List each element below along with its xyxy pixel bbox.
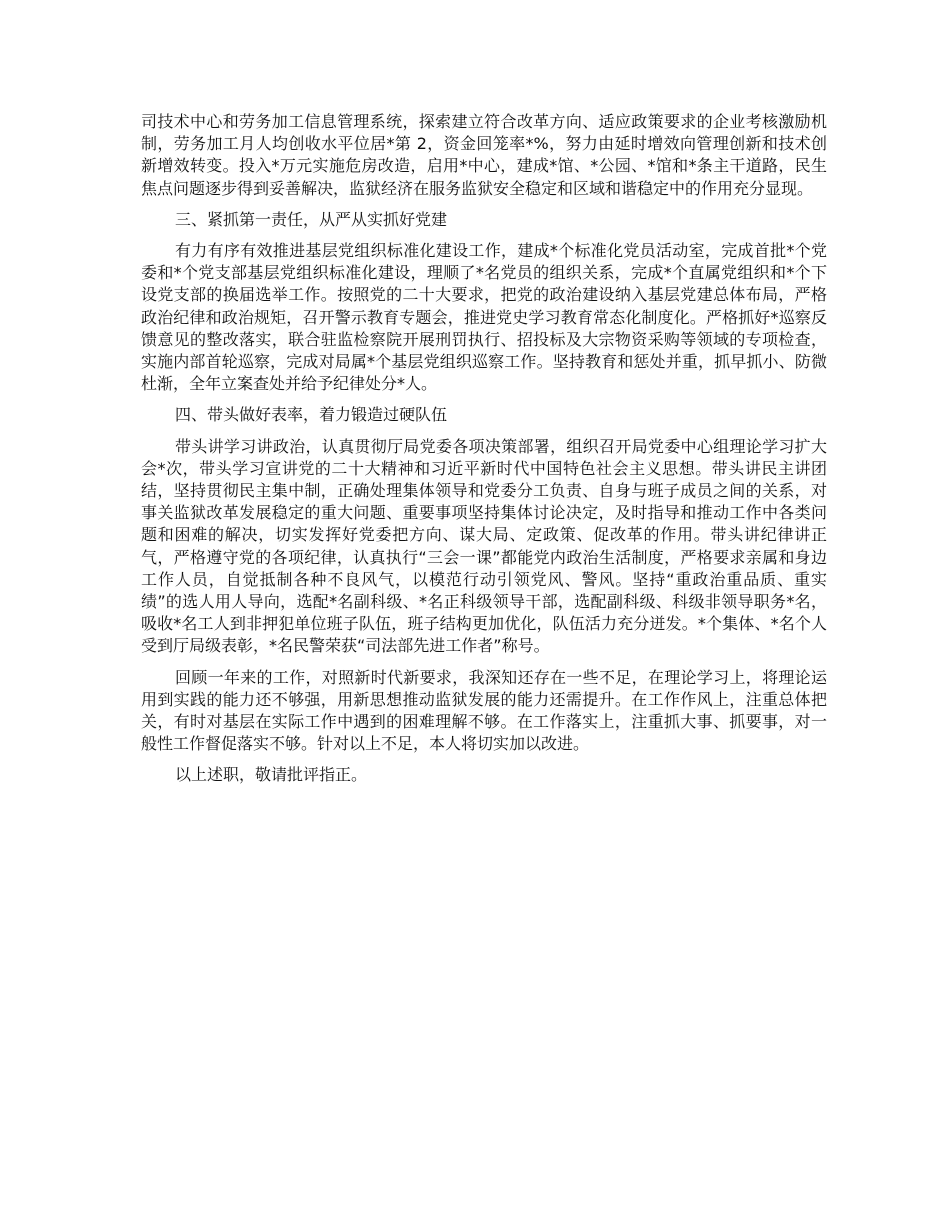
section-heading-party-building: 三、紧抓第一责任，从严从实抓好党建 xyxy=(175,209,448,229)
document-body xyxy=(141,111,827,796)
paragraph-economy-continuation: 司技术中心和劳务加工信息管理系统，探索建立符合改革方向、适应政策要求的企业考核激励机制，劳务加工月人均创收水平位居*第 2，资金回笼率*%，努力由延时增效向管理创新和技术创新增效转变。投入*万元实施危房改造，启用*中心，建成*馆、*公园、*馆和*条主干道路，民生焦点问题逐步得到妥善解决，监狱经济在服务监狱安全稳定和区域和谐稳定中的作用充分显现。 xyxy=(141,112,827,198)
paragraph-closing: 以上述职，敬请批评指正。 xyxy=(175,765,368,785)
paragraph-shortcomings: 回顾一年来的工作，对照新时代新要求，我深知还存在一些不足，在理论学习上，将理论运用到实践的能力还不够强，用新思想推动监狱发展的能力还需提升。在工作作风上，注重总体把关，有时对基层在实际工作中遇到的困难理解不够。在工作落实上，注重抓大事、抓要事，对一般性工作督促落实不够。针对以上不足，本人将切实加以改进。 xyxy=(141,667,827,754)
section-heading-team-building: 四、带头做好表率，着力锻造过硬队伍 xyxy=(175,405,448,425)
paragraph-party-building: 有力有序有效推进基层党组织标准化建设工作，建成*个标准化党员活动室，完成首批*个党委和*个党支部基层党组织标准化建设，理顺了*名党员的组织关系，完成*个直属党组织和*个下设党支部的换届选举工作。按照党的二十大要求，把党的政治建设纳入基层党建总体布局，严格政治纪律和政治规矩，召开警示教育专题会，推进党史学习教育常态化制度化。严格抓好*巡察反馈意见的整改落实，联合驻监检察院开展刑罚执行、招投标及大宗物资采购等领域的专项检查，实施内部首轮巡察，完成对局属*个基层党组织巡察工作。坚持教育和惩处并重，抓早抓小、防微杜渐，全年立案查处并给予纪律处分*人。 xyxy=(141,241,827,394)
paragraph-team-building: 带头讲学习讲政治，认真贯彻厅局党委各项决策部署，组织召开局党委中心组理论学习扩大会*次，带头学习宣讲党的二十大精神和习近平新时代中国特色社会主义思想。带头讲民主讲团结，坚持贯彻民主集中制，正确处理集体领导和党委分工负责、自身与班子成员之间的关系，对事关监狱改革发展稳定的重大问题、重要事项坚持集体讨论决定，及时指导和推动工作中各类问题和困难的解决，切实发挥好党委把方向、谋大局、定政策、促改革的作用。带头讲纪律讲正气，严格遵守党的各项纪律，认真执行“三会一课”都能党内政治生活制度，严格要求亲属和身边工作人员，自觉抵制各种不良风气，以模范行动引领党风、警风。坚持“重政治重品质、重实绩”的选人用人导向，选配*名副科级、*名正科级领导干部，选配副科级、科级非领导职务*名，吸收*名工人到非押犯单位班子队伍，班子结构更加优化，队伍活力充分迸发。*个集体、*名个人受到厅局级表彰，*名民警荣获“司法部先进工作者”称号。 xyxy=(141,436,827,656)
